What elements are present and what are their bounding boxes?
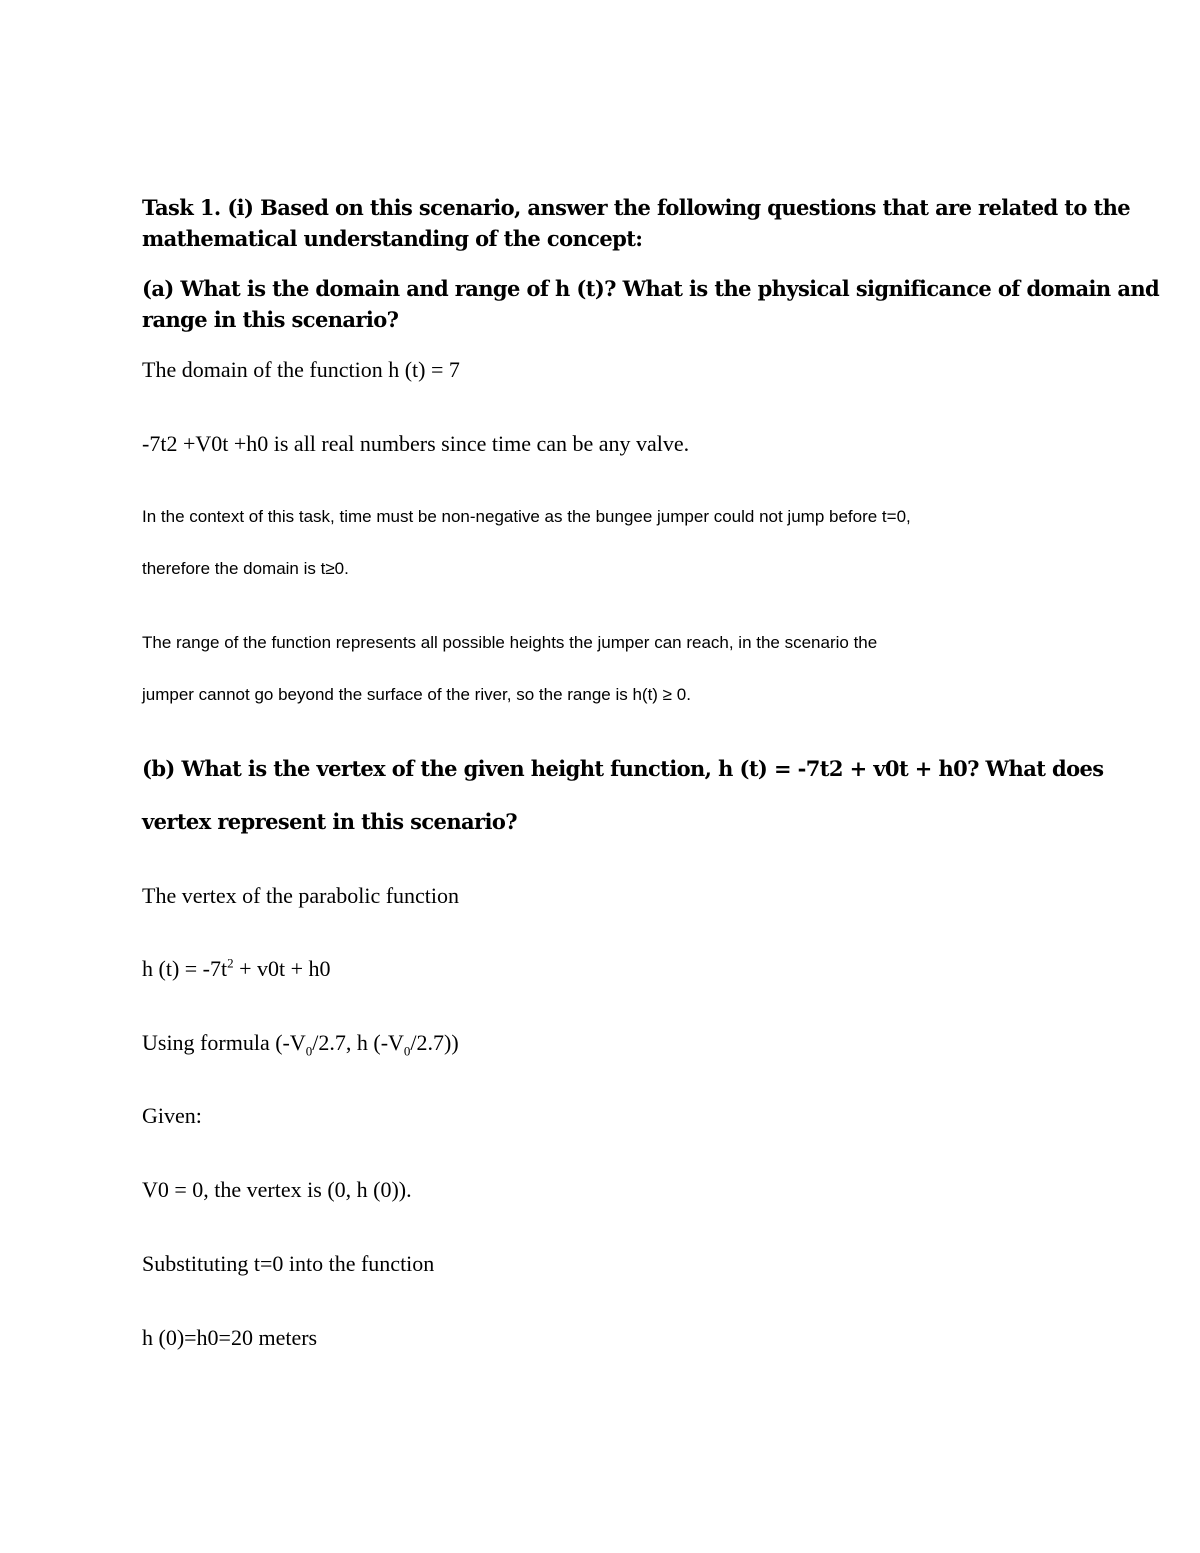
formula-part-3: /2.7)) <box>410 1030 459 1055</box>
exponent: 2 <box>227 955 234 971</box>
answer-a-paragraph-3-line-1: In the context of this task, time must be non-negative as the bungee jumper could not jump before t=0, <box>142 507 911 526</box>
height-function-tail: + v0t + h0 <box>233 956 331 981</box>
question-a-line-1: (a) What is the domain and range of h (t)? What is the physical significance of domain and <box>142 276 1160 301</box>
answer-b-given: Given: <box>142 1103 202 1128</box>
question-b-line-2: vertex represent in this scenario? <box>142 809 517 834</box>
height-function-text: h (t) = -7t <box>142 956 228 981</box>
answer-b-vertex-formula <box>142 1030 459 1059</box>
subscript-1: 0 <box>305 1043 313 1059</box>
task-heading-line-1: Task 1. (i) Based on this scenario, answer the following questions that are related to the <box>142 195 1131 220</box>
answer-b-vertex-statement: V0 = 0, the vertex is (0, h (0)). <box>142 1177 412 1202</box>
answer-a-paragraph-4-line-1: The range of the function represents all possible heights the jumper can reach, in the scenario the <box>142 633 878 652</box>
answer-b-result: h (0)=h0=20 meters <box>142 1325 318 1350</box>
answer-a-paragraph-4-line-2: jumper cannot go beyond the surface of the river, so the range is h(t) ≥ 0. <box>142 685 691 704</box>
answer-b-height-function <box>142 955 331 981</box>
subscript-2: 0 <box>403 1043 411 1059</box>
answer-a-paragraph-3-line-2: therefore the domain is t≥0. <box>142 559 349 578</box>
answer-b-substitution: Substituting t=0 into the function <box>142 1251 435 1276</box>
question-b-line-1: (b) What is the vertex of the given height function, h (t) = -7t2 + v0t + h0? What does <box>142 756 1104 781</box>
answer-a-paragraph-1: The domain of the function h (t) = 7 <box>142 357 460 382</box>
answer-b-paragraph-1: The vertex of the parabolic function <box>142 883 460 908</box>
question-a-line-2: range in this scenario? <box>142 307 399 332</box>
task-heading-line-2: mathematical understanding of the concept: <box>142 226 643 251</box>
answer-a-paragraph-2: -7t2 +V0t +h0 is all real numbers since time can be any valve. <box>142 431 690 456</box>
formula-part-2: /2.7, h (-V <box>312 1030 404 1055</box>
formula-part-1: Using formula (-V <box>142 1030 306 1055</box>
